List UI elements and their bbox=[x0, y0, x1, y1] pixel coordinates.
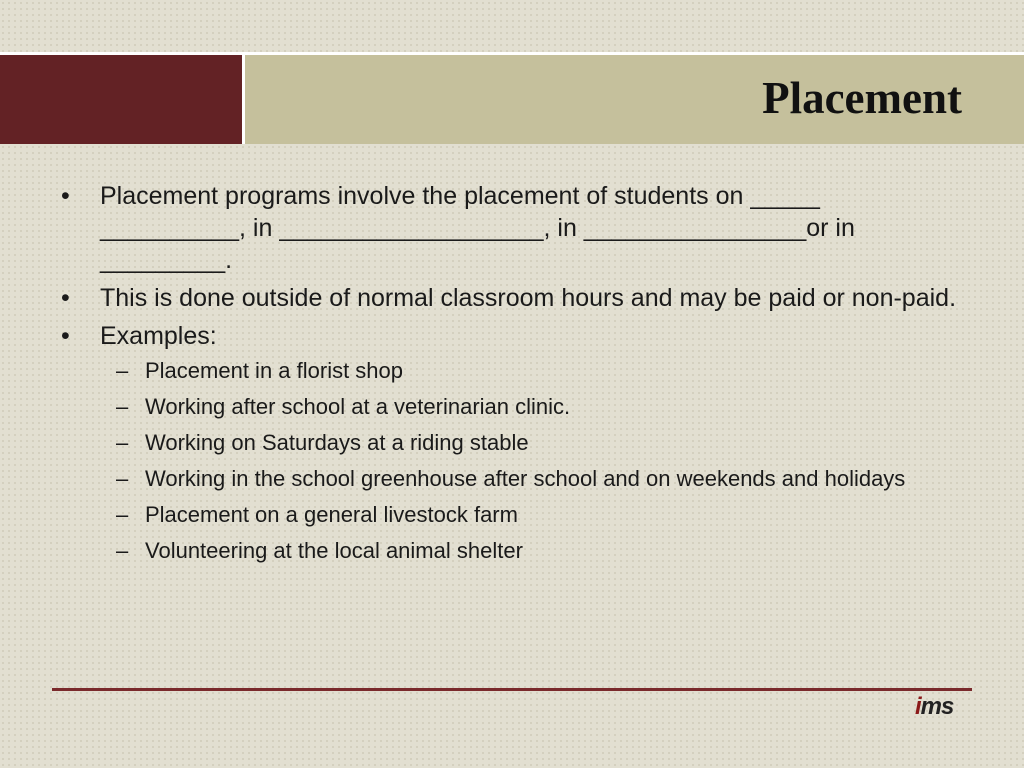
dash-icon: – bbox=[116, 394, 129, 419]
dash-icon: – bbox=[116, 502, 129, 527]
bullet-item bbox=[58, 282, 968, 314]
example-text: Working on Saturdays at a riding stable bbox=[145, 430, 529, 455]
dash-icon: – bbox=[116, 466, 129, 491]
ims-logo bbox=[915, 692, 953, 722]
dash-icon: – bbox=[116, 430, 129, 455]
dash-icon: – bbox=[116, 538, 129, 563]
slide-title: Placement bbox=[762, 73, 962, 123]
example-item bbox=[58, 464, 968, 493]
bullet-text: This is done outside of normal classroom hours and may be paid or non-paid. bbox=[100, 284, 957, 312]
bullet-text: Placement programs involve the placement of students on _____ __________, in ___________________, in ________________or in _________. bbox=[100, 182, 855, 274]
example-text: Placement in a florist shop bbox=[145, 358, 404, 383]
bullet-item bbox=[58, 320, 968, 565]
bullet-icon: • bbox=[61, 284, 70, 312]
bullet-text: Examples: bbox=[100, 322, 217, 350]
example-item bbox=[58, 392, 968, 421]
dash-icon: – bbox=[116, 358, 129, 383]
bullet-icon: • bbox=[61, 182, 70, 210]
bullet-icon: • bbox=[61, 322, 70, 350]
example-text: Working in the school greenhouse after school and on weekends and holidays bbox=[145, 466, 906, 491]
example-item bbox=[58, 428, 968, 457]
bullet-list bbox=[58, 180, 968, 565]
example-text: Working after school at a veterinarian clinic. bbox=[145, 394, 571, 419]
logo-letters-ms: ms bbox=[920, 693, 954, 720]
bullet-item bbox=[58, 180, 968, 276]
example-item bbox=[58, 536, 968, 565]
examples-list bbox=[100, 356, 968, 565]
example-item bbox=[58, 500, 968, 529]
maroon-accent-block bbox=[0, 55, 245, 144]
bottom-rule bbox=[52, 688, 972, 691]
example-text: Volunteering at the local animal shelter bbox=[145, 538, 523, 563]
example-item bbox=[58, 356, 968, 385]
logo-letter-i: i bbox=[915, 693, 921, 720]
slide-content bbox=[58, 180, 968, 572]
example-text: Placement on a general livestock farm bbox=[145, 502, 518, 527]
